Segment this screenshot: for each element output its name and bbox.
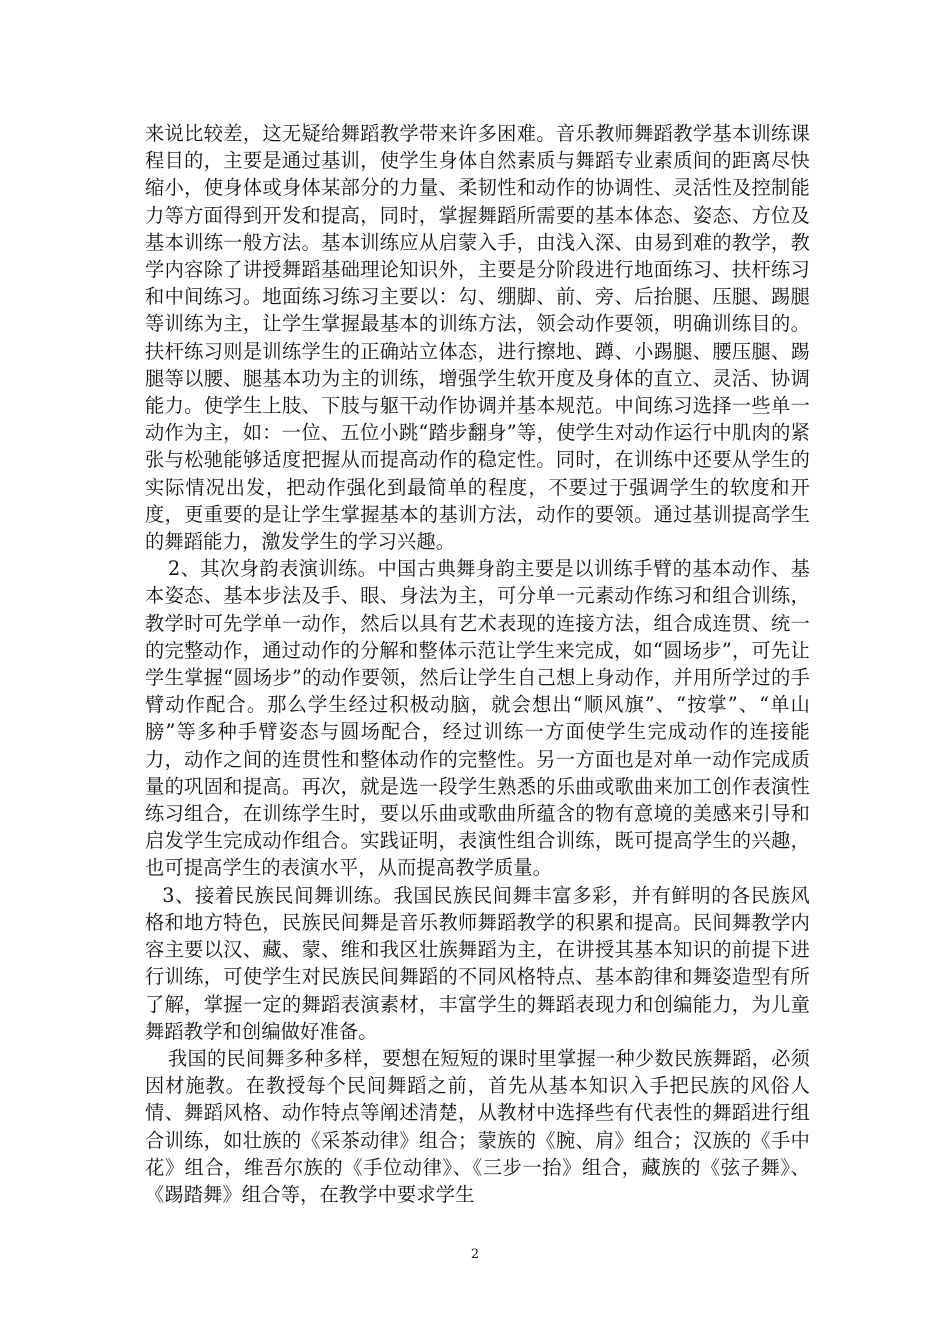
- paragraph-folk-dance-teaching: 我国的民间舞多种多样，要想在短短的课时里掌握一种少数民族舞蹈，必须因材施教。在教授每个民间舞蹈之前，首先从基本知识入手把民族的风俗人情、舞蹈风格、动作特点等阐述清楚，从教材中选择些有代表性的舞蹈进行组合训练，如壮族的《采茶动律》组合；蒙族的《腕、肩》组合；汉族的《手中花》组合，维吾尔族的《手位动律》、《三步一抬》组合，藏族的《弦子舞》、《踢踏舞》组合等，在教学中要求学生: [145, 1046, 810, 1206]
- document-body: [145, 120, 810, 1208]
- paragraph-basic-training: 来说比较差，这无疑给舞蹈教学带来许多困难。音乐教师舞蹈教学基本训练课程目的，主要是通过基训，使学生身体自然素质与舞蹈专业素质间的距离尽快缩小，使身体或身体某部分的力量、柔韧性和动作的协调性、灵活性及控制能力等方面得到开发和提高，同时，掌握舞蹈所需要的基本体态、姿态、方位及基本训练一般方法。基本训练应从启蒙入手，由浅入深、由易到难的教学，教学内容除了讲授舞蹈基础理论知识外，主要是分阶段进行地面练习、扶杆练习和中间练习。地面练习练习主要以：勾、绷脚、前、旁、后抬腿、压腿、踢腿等训练为主，让学生掌握最基本的训练方法，领会动作要领，明确训练目的。扶杆练习则是训练学生的正确站立体态，进行擦地、蹲、小踢腿、腰压腿、踢腿等以腰、腿基本功为主的训练，增强学生软开度及身体的直立、灵活、协调能力。使学生上肢、下肢与躯干动作协调并基本规范。中间练习选择一些单一动作为主，如：一位、五位小跳“踏步翻身”等，使学生对动作运行中肌肉的紧张与松驰能够适度把握从而提高动作的稳定性。同时，在训练中还要从学生的实际情况出发，把动作强化到最简单的程度，不要过于强调学生的软度和开度，更重要的是让学生掌握基本的基训方法，动作的要领。通过基训提高学生的舞蹈能力，激发学生的学习兴趣。: [145, 122, 810, 554]
- page-number: 2: [470, 1247, 480, 1262]
- paragraph-folk-dance-training: 3、接着民族民间舞训练。我国民族民间舞丰富多彩，并有鲜明的各民族风格和地方特色，民族民间舞是音乐教师舞蹈教学的积累和提高。民间舞教学内容主要以汉、藏、蒙、维和我区壮族舞蹈为主，在讲授其基本知识的前提下进行训练，可使学生对民族民间舞蹈的不同风格特点、基本韵律和舞姿造型有所了解，掌握一定的舞蹈表演素材，丰富学生的舞蹈表现力和创编能力，为儿童舞蹈教学和创编做好准备。: [145, 883, 810, 1043]
- paragraph-body-rhythm-training: 2、其次身韵表演训练。中国古典舞身韵主要是以训练手臂的基本动作、基本姿态、基本步法及手、眼、身法为主，可分单一元素动作练习和组合训练，教学时可先学单一动作，然后以具有艺术表现的连接方法，组合成连贯、统一的完整动作，通过动作的分解和整体示范让学生来完成，如“圆场步”，可先让学生掌握“圆场步”的动作要领，然后让学生自己想上身动作，并用所学过的手臂动作配合。那么学生经过积极动脑，就会想出“顺风旗”、“按掌”、“单山膀”等多种手臂姿态与圆场配合，经过训练一方面使学生完成动作的连接能力，动作之间的连贯性和整体动作的完整性。另一方面也是对单一动作完成质量的巩固和提高。再次，就是选一段学生熟悉的乐曲或歌曲来加工创作表演性练习组合，在训练学生时，要以乐曲或歌曲所蕴含的物有意境的美感来引导和启发学生完成动作组合。实践证明，表演性组合训练，既可提高学生的兴趣，也可提高学生的表演水平，从而提高教学质量。: [145, 557, 810, 880]
